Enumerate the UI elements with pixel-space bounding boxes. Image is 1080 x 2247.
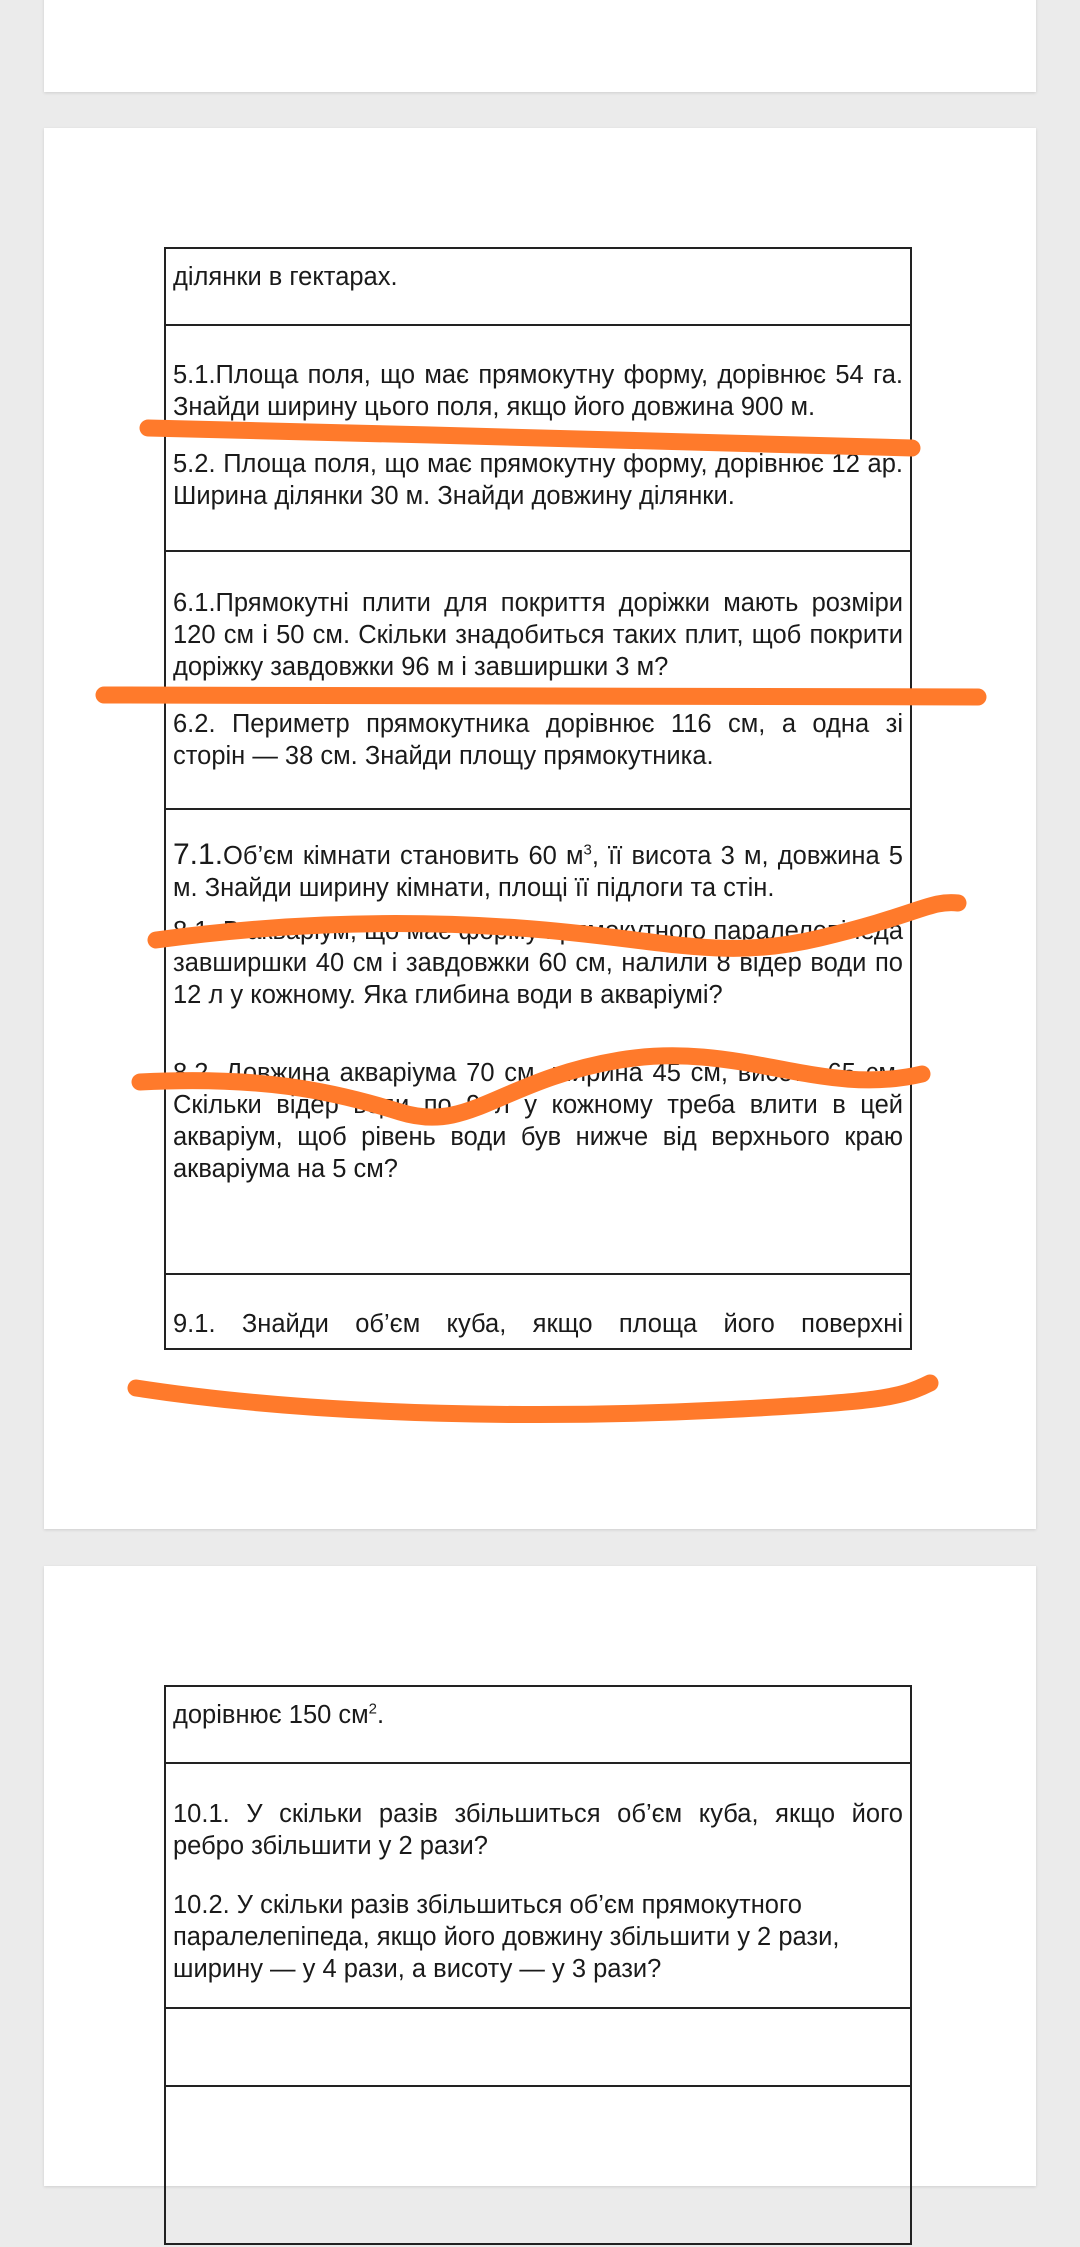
task-6-1: 6.1.Прямокутні плити для покриття доріжки мають розміри 120 см і 50 см. Скільки знадобиться таких плит, щоб покрити доріжку завдовжки 96 м і завширшки 3 м? xyxy=(173,589,903,681)
task-7-1 xyxy=(173,839,903,904)
task-8-2: 8.2. Довжина акваріума 70 см, ширина 45 см, висота 65 см. Скільки відер води по 9 л у кожному треба влити в цей акваріум, щоб рівень води був нижче від верхнього краю акваріума на 5 см? xyxy=(173,1059,903,1183)
row-text xyxy=(173,1699,903,1731)
task-8-1: 8.1. В акваріум, що має форму прямокутного паралелепіпеда завширшки 40 см і завдовжки 60 см, налили 8 відер води по 12 л у кожному. Яка глибина води в акваріумі? xyxy=(173,917,903,1009)
task-text: , її висота 3 м, довжина 5 м. Знайди ширину кімнати, площі її підлоги та стін. xyxy=(173,842,903,902)
task-number: 7.1. xyxy=(173,838,224,871)
task-5-2: 5.2. Площа поля, що має прямокутну форму, дорівнює 12 ар. Ширина ділянки 30 м. Знайди довжину ділянки. xyxy=(173,450,903,510)
table-row xyxy=(166,2087,910,2247)
superscript: 3 xyxy=(583,841,592,859)
task-5-1: 5.1.Площа поля, що має прямокутну форму, дорівнює 54 га. Знайди ширину цього поля, якщо його довжина 900 м. xyxy=(173,361,903,421)
table-row xyxy=(166,2009,910,2087)
exercise-table xyxy=(164,247,912,1350)
superscript: 2 xyxy=(368,1700,378,1718)
table-row xyxy=(166,249,910,326)
exercise-table xyxy=(164,1685,912,2245)
table-row xyxy=(166,810,910,1275)
task-9-1: 9.1. Знайди об’єм куба, якщо площа його поверхні xyxy=(173,1310,903,1338)
table-row xyxy=(166,1764,910,2009)
task-10-1: 10.1. У скільки разів збільшиться об’єм куба, якщо його ребро збільшити у 2 рази? xyxy=(173,1800,903,1860)
task-6-2: 6.2. Периметр прямокутника дорівнює 116 см, а одна зі сторін — 38 см. Знайди площу прямокутника. xyxy=(173,710,903,770)
task-text: . xyxy=(377,1701,385,1729)
table-row xyxy=(166,1687,910,1764)
task-10-2: 10.2. У скільки разів збільшиться об’єм прямокутного паралелепіпеда, якщо його довжину збільшити у 2 рази, ширину — у 4 рази, а висоту — у 3 рази? xyxy=(173,1891,840,1983)
table-row xyxy=(166,326,910,552)
document-page-2 xyxy=(44,128,1036,1529)
document-page-3 xyxy=(44,1566,1036,2186)
task-text: Об’єм кімнати становить 60 м xyxy=(223,842,584,870)
document-page-1 xyxy=(44,0,1036,92)
table-row xyxy=(166,1275,910,1352)
task-text: дорівнює 150 см xyxy=(173,1701,369,1729)
table-row xyxy=(166,552,910,810)
row-text: ділянки в гектарах. xyxy=(173,263,398,291)
